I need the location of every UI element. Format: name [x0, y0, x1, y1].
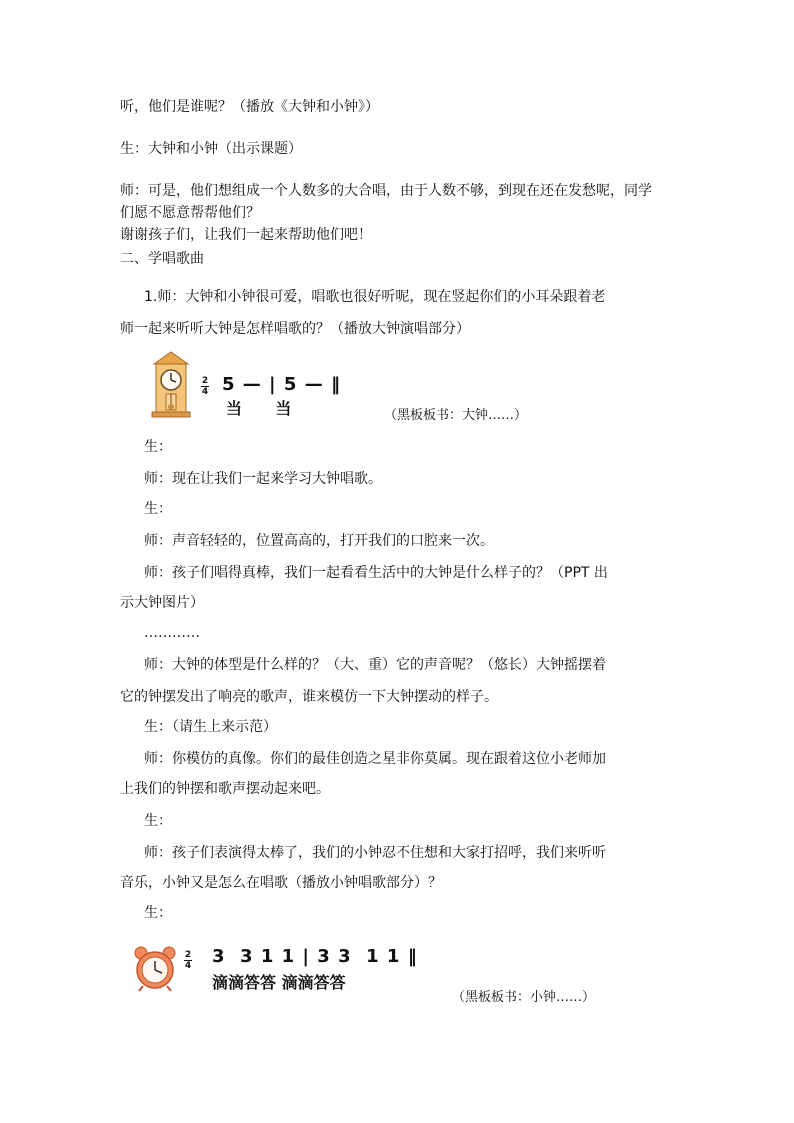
- small-time-signature: $\frac{2}{4}$: [184, 950, 192, 971]
- paragraph-teacher-6b: 上我们的钟摆和歌声摆动起来吧。: [120, 781, 330, 797]
- paragraph-ellipsis: …………: [144, 625, 200, 641]
- paragraph-intro: 听，他们是谁呢？（播放《大钟和小钟》）: [120, 99, 379, 115]
- paragraph-student-2: 生：: [144, 439, 172, 455]
- big-clock-icon: [148, 350, 194, 418]
- big-time-signature: $\frac{2}{4}$: [201, 376, 209, 397]
- alarm-clock-icon: [132, 944, 178, 992]
- big-clock-notes: 5 — | 5 — ‖: [222, 374, 341, 395]
- small-clock-notes: 3 3 1 1 | 3 3 1 1 ‖: [212, 946, 418, 967]
- paragraph-teacher-3: 师：声音轻轻的，位置高高的，打开我们的口腔来一次。: [144, 533, 494, 549]
- paragraph-teacher-5a: 师：大钟的体型是什么样的？（大、重）它的声音呢？（悠长）大钟摇摆着: [144, 657, 606, 673]
- paragraph-step1a: 1.师：大钟和小钟很可爱，唱歌也很好听呢，现在竖起你们的小耳朵跟着老: [144, 289, 606, 305]
- paragraph-teacher-2: 师：现在让我们一起来学习大钟唱歌。: [144, 471, 382, 487]
- paragraph-thanks: 谢谢孩子们，让我们一起来帮助他们吧！: [120, 227, 372, 243]
- big-clock-board-note: （黑板板书：大钟……）: [384, 408, 528, 423]
- small-clock-board-note: （黑板板书：小钟……）: [452, 990, 596, 1005]
- section-heading: 二、学唱歌曲: [120, 251, 204, 267]
- big-clock-lyrics: 当 当: [226, 399, 292, 418]
- paragraph-teacher-6a: 师：你模仿的真像。你们的最佳创造之星非你莫属。现在跟着这位小老师加: [144, 751, 606, 767]
- paragraph-teacher-4b: 示大钟图片）: [120, 595, 204, 611]
- paragraph-teacher-4a: 师：孩子们唱得真棒，我们一起看看生活中的大钟是什么样子的？（PPT 出: [144, 565, 608, 581]
- paragraph-teacher-5b: 它的钟摆发出了响亮的歌声，谁来模仿一下大钟摆动的样子。: [120, 689, 498, 705]
- paragraph-teacher-1a: 师：可是，他们想组成一个人数多的大合唱，由于人数不够，到现在还在发愁呢，同学: [120, 183, 652, 199]
- paragraph-student-6: 生：: [144, 905, 172, 921]
- paragraph-teacher-7b: 音乐，小钟又是怎么在唱歌（播放小钟唱歌部分）？: [120, 875, 442, 891]
- small-clock-lyrics: 滴滴答答 滴滴答答: [212, 973, 346, 992]
- paragraph-teacher-1b: 们愿不愿意帮帮他们？: [120, 205, 260, 221]
- paragraph-student-4: 生：（请生上来示范）: [144, 719, 277, 735]
- paragraph-student-3: 生：: [144, 501, 172, 517]
- paragraph-student-5: 生：: [144, 813, 172, 829]
- paragraph-student-1: 生：大钟和小钟（出示课题）: [120, 141, 302, 157]
- paragraph-step1b: 师一起来听听大钟是怎样唱歌的？（播放大钟演唱部分）: [120, 321, 470, 337]
- paragraph-teacher-7a: 师：孩子们表演得太棒了，我们的小钟忍不住想和大家打招呼，我们来听听: [144, 845, 606, 861]
